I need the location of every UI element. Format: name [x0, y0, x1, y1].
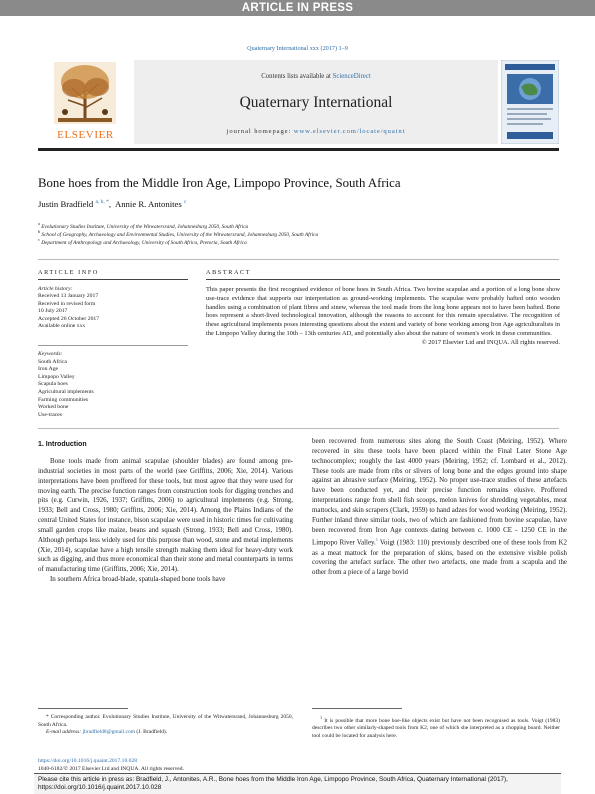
- author-marks[interactable]: c: [183, 199, 187, 206]
- corresponding-author-note: * Corresponding author. Evolutionary Studies Institute, University of the Witwatersrand, Johannesburg 2050, South Africa. E-mail address: jbradfield8@gmail.com (J. Bradfield).: [38, 714, 293, 735]
- history-item: Available online xxx: [38, 323, 86, 330]
- article-title: Bone hoes from the Middle Iron Age, Limpopo Province, South Africa: [38, 176, 401, 190]
- footnote-rule: [312, 708, 402, 709]
- history-item: Received 13 January 2017: [38, 293, 99, 300]
- journal-title: Quaternary International: [239, 94, 393, 111]
- footnote-rule: [38, 708, 128, 709]
- footnote-ref[interactable]: 1: [375, 537, 379, 543]
- affiliation: $^c$ Department of Anthropology and Archaeology, University of South Africa, Pretoria, South Africa: [38, 237, 247, 246]
- history-heading: Article history:: [38, 286, 73, 292]
- doi-link[interactable]: https://doi.org/10.1016/j.quaint.2017.10.028: [38, 758, 138, 764]
- author-list: Justin Bradfield $^{a, b, *}$, Annie R. Antonites $^c$: [38, 199, 187, 209]
- article-info-rule: [38, 279, 188, 280]
- body-paragraph: In southern Africa broad-blade, spatula-shaped bone tools have: [50, 575, 226, 584]
- author-name[interactable]: Justin Bradfield: [38, 199, 94, 209]
- article-history: [38, 286, 178, 330]
- author-marks[interactable]: a, b, *: [95, 199, 109, 206]
- keyword: Use-traces: [38, 411, 62, 418]
- keyword: Iron Age: [38, 366, 59, 373]
- abstract-text: This paper presents the first recognised evidence of bone hoes in South Africa. Two bovine scapulae and a portion of a long bone show use-trace evidence that supports our interpretation as ground-working implements. The scapulae were probably hafted onto wooden handles using a combination of plant fibres and sinew, whereas the tool made from the long bone appears not to have been hafted. Bone hoes represent a short-lived technological innovation, although the reasons to account for this remain speculative. The recognition of these agricultural implements poses interesting questions about the extent and variety of bone working among Iron Age agriculturalists in the Limpopo Valley during the 10th – 13th centuries AD, and potentially also about the nature of women's work in these communities.: [206, 286, 560, 337]
- citation-box: Please cite this article in press as: Bradfield, J., Antonites, A.R., Bone hoes from the Middle Iron Age, Limpopo Province, South Africa, Quaternary International (2017), https://doi.org/10.1016/j.quaint.2017.10.028: [34, 773, 561, 794]
- author-name[interactable]: Annie R. Antonites: [114, 199, 182, 209]
- abstract-body: [206, 286, 560, 347]
- elsevier-logo[interactable]: [38, 60, 133, 144]
- body-paragraph: Bone tools made from animal scapulae (shoulder blades) are found among pre-industrial societies in most parts of the world (see Griffitts, 2006; Xie, 2014). Various interpretations have been proffered for these tools, but most agree that they were used for moving earth. The precise function ranges from construction tools for digging trenches and pits (e.g. Curwin, 1926, 1937; Griffitts, 2006) to agricultural implements (e.g. Strong, 1933; Bell and Cross, 1980; Griffitts, 2006; Xie, 2014). Among the Plains Indians of the central United States for instance, bison scapulae were used in historic times for cultivating small garden crops like maize, beans and squash (Strong, 1933; Bell and Cross, 1980). Although perhaps less widely used for this purpose than wood, stone and metal implements (Xie, 2014), scapulae have a high tensile strength making them ideal for heavy-duty work such as digging, and thus more economical than their stone and metal counterparts in terms of manufacturing time (Griffitts, 2006; Xie, 2014).: [38, 457, 293, 574]
- keyword: South Africa: [38, 358, 67, 365]
- affiliation: $^a$ Evolutionary Studies Institute, University of the Witwatersrand, Johannesburg 2050, South Africa: [38, 221, 249, 230]
- email-link[interactable]: jbradfield8@gmail.com: [82, 729, 136, 735]
- issn-copyright-line: 1040-6182/© 2017 Elsevier Ltd and INQUA. All rights reserved.: [38, 766, 184, 772]
- contents-line: Contents lists available at ScienceDirect: [261, 73, 371, 80]
- history-item: 10 July 2017: [38, 308, 68, 315]
- keywords: [38, 351, 178, 419]
- history-item: Received in revised form: [38, 300, 96, 307]
- body-paragraph: been recovered from numerous sites along the South Coast (Meiring, 1952). Where recovered in situ these tools have been placed within the Final Later Stone Age technocomplex; roughly the last 4000 years (Meiring, 1952; cf. Lombard et al., 2012). These tools are made from ribs or slivers of long bone and the edges ground into shape against an abrasive surface (Meiring, 1952). No proper use-trace studies of these artefacts have been conducted yet, and their precise function remains elusive. Proffered interpretations range from shell fish scoops, melon knives for shredding vegetables, meat mattocks, and skin scrapers (Clark, 1959) to hand adzes for wood working (Meiring, 1952). Further inland three similar tools, two of which are fashioned from bovine scapulae, have been recovered from Iron Age contexts dating between c. 1000 CE - 1250 CE in the Limpopo River Valley.$^1$ Voigt (1983: 110) previously described one of these tools from K2 as a meat mattock for the preparation of skins, based on the extensive visible polish covering the artefact surface. The other two artefacts, one made from a scapula and the other from a piece of a large bovid: [312, 437, 567, 577]
- keyword: Farming communities: [38, 396, 89, 403]
- section-heading: 1. Introduction: [38, 441, 87, 448]
- abstract-heading: ABSTRACT: [206, 269, 252, 276]
- article-info-heading: ARTICLE INFO: [38, 269, 99, 276]
- journal-cover-thumbnail[interactable]: [501, 60, 559, 144]
- elsevier-wordmark: ELSEVIER: [57, 129, 114, 141]
- header-rule: [38, 148, 559, 151]
- keyword: Worked bone: [38, 404, 69, 411]
- homepage-link[interactable]: www.elsevier.com/locate/quaint: [293, 128, 406, 135]
- body-column-left: [38, 457, 293, 585]
- footnote-1: $^1$ It is possible that more bone hoe-like objects exist but have not been recognised as tools. Voigt (1983) describes two other similarly-shaped tools from K2, one of which she interpreted as a chopping board. Neither tool could be located for analysis here.: [312, 715, 561, 739]
- abstract-rule: [206, 279, 560, 280]
- abstract-copyright: © 2017 Elsevier Ltd and INQUA. All rights reserved.: [421, 338, 560, 346]
- homepage-line: journal homepage: www.elsevier.com/locate/quaint: [226, 128, 406, 135]
- journal-cover-image: [501, 60, 559, 144]
- body-column-right: [312, 437, 567, 578]
- journal-header: [134, 60, 498, 144]
- abstract-end-rule: [38, 428, 559, 429]
- history-item: Accepted 26 October 2017: [38, 315, 100, 322]
- sciencedirect-link[interactable]: ScienceDirect: [332, 73, 371, 80]
- keywords-heading: Keywords:: [38, 351, 63, 357]
- affiliation: $^b$ School of Geography, Archaeology and Environmental Studies, University of the Witwatersrand, Johannesburg 2050, South Africa: [38, 229, 319, 238]
- keyword: Agricultural implements: [38, 388, 94, 395]
- elsevier-tree-icon: [38, 60, 133, 128]
- article-in-press-banner: ARTICLE IN PRESS: [0, 0, 595, 16]
- keywords-rule: [38, 345, 188, 346]
- section-divider: [38, 259, 559, 260]
- journal-reference[interactable]: Quaternary International xxx (2017) 1–9: [247, 45, 348, 52]
- keyword: Limpopo Valley: [38, 373, 75, 380]
- keyword: Scapula hoes: [38, 381, 68, 388]
